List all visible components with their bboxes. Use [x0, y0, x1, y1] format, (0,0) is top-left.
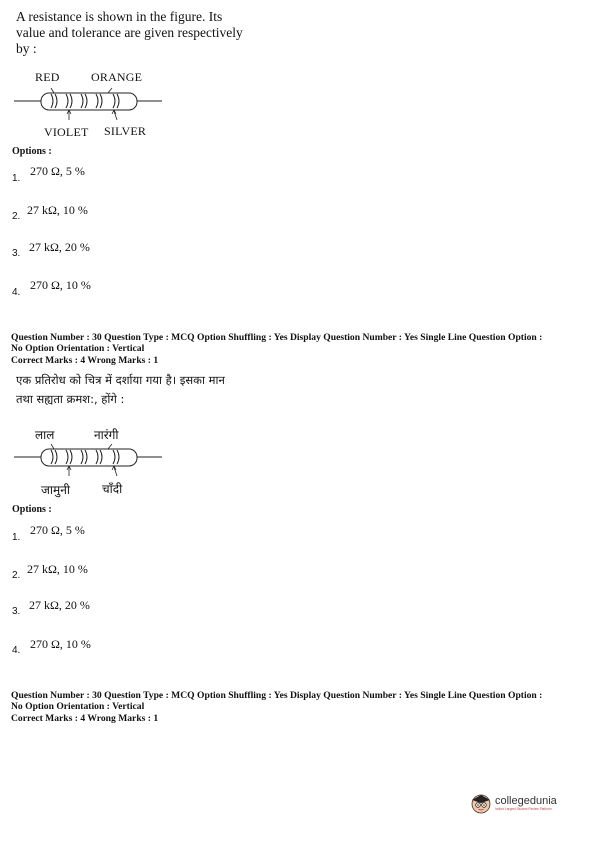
meta-line: Question Number : 30 Question Type : MCQ Option Shuffling : Yes Display Question Number : Yes Single Line Question Option :: [11, 690, 543, 701]
label-red: RED: [35, 70, 60, 84]
option-number: 1.: [12, 173, 21, 184]
options-heading: Options :: [12, 504, 52, 515]
option-text[interactable]: 270 Ω, 10 %: [30, 278, 91, 292]
resistor-figure: [14, 84, 174, 124]
question-text: [16, 371, 225, 409]
collegedunia-logo: [470, 792, 557, 814]
mascot-icon: [470, 792, 492, 814]
option-text[interactable]: 27 kΩ, 10 %: [27, 562, 88, 576]
options-heading: Options :: [12, 146, 52, 157]
option-text[interactable]: 270 Ω, 5 %: [30, 523, 85, 537]
option-number: 3.: [12, 248, 21, 259]
option-text[interactable]: 27 kΩ, 10 %: [27, 203, 88, 217]
option-number: 4.: [12, 287, 21, 298]
label-orange: नारंगी: [94, 428, 119, 442]
question-text: [16, 9, 243, 57]
meta-line: Correct Marks : 4 Wrong Marks : 1: [11, 355, 159, 366]
label-violet: जामुनी: [41, 483, 70, 497]
meta-line: No Option Orientation : Vertical: [11, 342, 145, 354]
label-violet: VIOLET: [44, 125, 89, 139]
option-text[interactable]: 27 kΩ, 20 %: [29, 240, 90, 254]
question-meta: [11, 333, 542, 367]
resistor-figure: [14, 440, 174, 480]
label-red: लाल: [35, 428, 55, 442]
option-text[interactable]: 27 kΩ, 20 %: [29, 598, 90, 612]
question-line: by :: [16, 41, 37, 56]
question-line: एक प्रतिरोध को चित्र में दर्शाया गया है। इसका मान: [16, 373, 225, 387]
option-text[interactable]: 270 Ω, 10 %: [30, 637, 91, 651]
question-line: तथा सह्यता क्रमश:, होंगे :: [16, 392, 125, 406]
label-silver: SILVER: [104, 124, 147, 138]
option-number: 4.: [12, 645, 21, 656]
option-number: 1.: [12, 532, 21, 543]
question-meta: [11, 691, 542, 725]
meta-line: Correct Marks : 4 Wrong Marks : 1: [11, 713, 159, 724]
option-number: 3.: [12, 606, 21, 617]
label-silver: चाँदी: [102, 482, 123, 496]
option-text[interactable]: 270 Ω, 5 %: [30, 164, 85, 178]
meta-line: Question Number : 30 Question Type : MCQ Option Shuffling : Yes Display Question Number : Yes Single Line Question Option :: [11, 332, 543, 343]
option-number: 2.: [12, 211, 21, 222]
meta-line: No Option Orientation : Vertical: [11, 700, 145, 712]
question-line: value and tolerance are given respectively: [16, 25, 243, 40]
brand-name: collegedunia: [495, 795, 557, 807]
label-orange: ORANGE: [91, 70, 143, 84]
option-number: 2.: [12, 570, 21, 581]
question-line: A resistance is shown in the figure. Its: [16, 9, 223, 24]
brand-tagline: India's Largest Student Review Platform: [495, 807, 552, 811]
